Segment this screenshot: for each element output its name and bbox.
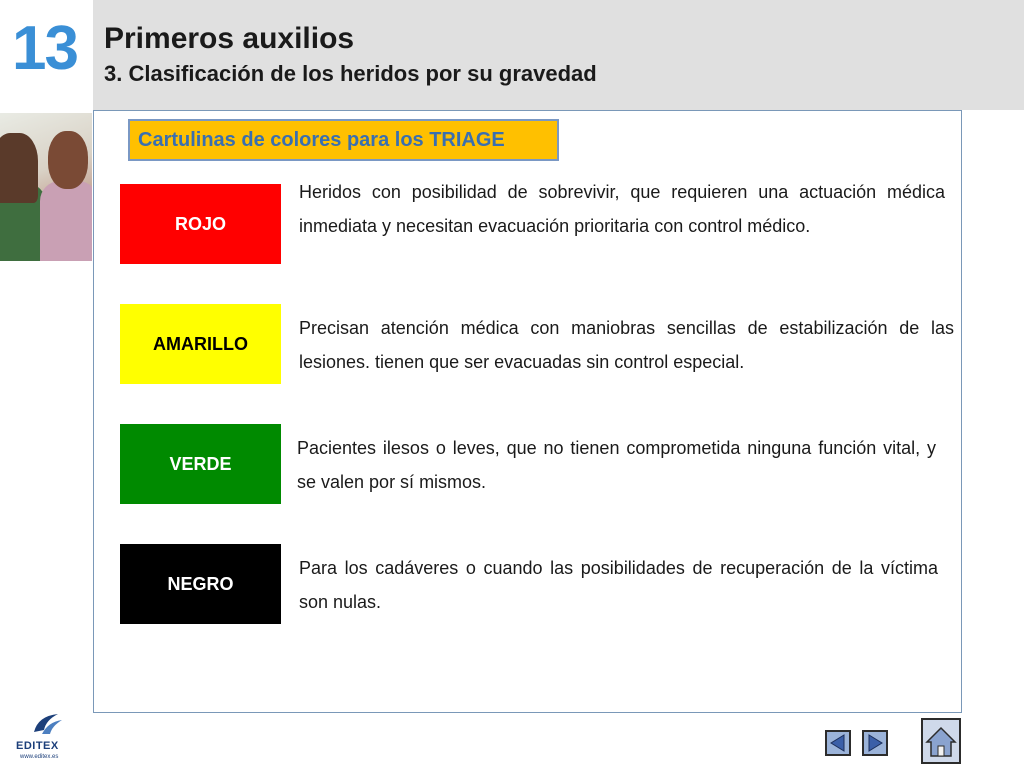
logo-name: EDITEX xyxy=(16,740,59,752)
students-photo xyxy=(0,113,92,261)
triage-description-yellow: Precisan atención médica con maniobras sencillas de estabilización de las lesiones. tienen que ser evacuadas sin control especial. xyxy=(299,318,954,372)
header-bar xyxy=(93,0,1024,110)
triangle-left-icon xyxy=(827,732,849,754)
triage-card-black xyxy=(120,544,281,624)
home-icon xyxy=(923,720,959,762)
section-label: Cartulinas de colores para los TRIAGE xyxy=(128,119,559,161)
editex-logo-icon xyxy=(14,710,74,740)
triage-description-green: Pacientes ilesos o leves, que no tienen comprometida ninguna función vital, y se valen por sí mismos. xyxy=(297,438,936,492)
next-button[interactable] xyxy=(862,730,888,756)
page-subtitle: 3. Clasificación de los heridos por su gravedad xyxy=(104,61,597,86)
triage-card-yellow xyxy=(120,304,281,384)
triangle-right-icon xyxy=(864,732,886,754)
prev-button[interactable] xyxy=(825,730,851,756)
chapter-number: 13 xyxy=(12,14,77,83)
triage-card-label: ROJO xyxy=(174,213,226,234)
triage-card-label: AMARILLO xyxy=(153,333,248,354)
logo-url: www.editex.es xyxy=(20,754,59,760)
triage-card-label: VERDE xyxy=(169,453,232,474)
page-title: Primeros auxilios xyxy=(104,22,355,55)
home-button[interactable] xyxy=(921,718,961,764)
triage-description-black: Para los cadáveres o cuando las posibilidades de recuperación de la víctima son nulas. xyxy=(299,558,938,612)
editex-logo xyxy=(14,710,74,765)
triage-card-label: NEGRO xyxy=(167,573,234,594)
triage-card-green xyxy=(120,424,281,504)
triage-card-red xyxy=(120,184,281,264)
triage-description-red: Heridos con posibilidad de sobrevivir, que requieren una actuación médica inmediata y necesitan evacuación prioritaria con control médico. xyxy=(299,182,945,236)
